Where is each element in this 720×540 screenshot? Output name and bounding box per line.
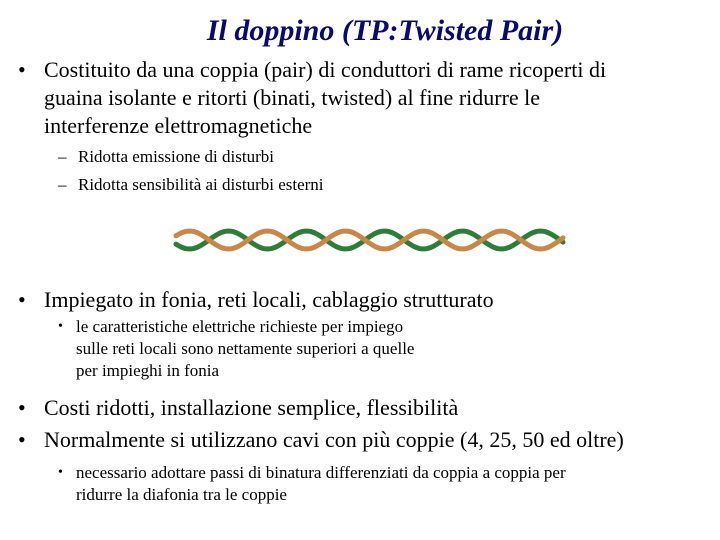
bullet-text: Normalmente si utilizzano cavi con più coppie (4, 25, 50 ed oltre)	[44, 427, 624, 452]
bullet-marker: •	[18, 287, 26, 312]
slide-title: Il doppino (TP:Twisted Pair)	[206, 14, 564, 47]
bullet-marker: •	[18, 57, 26, 82]
twisted-pair-image	[170, 218, 570, 262]
sub-bullet-text	[76, 316, 414, 382]
bullet-marker: •	[18, 395, 26, 420]
bullet-text: Costi ridotti, installazione semplice, flessibilità	[44, 395, 459, 420]
bullet-line: interferenze elettromagnetiche	[44, 113, 313, 138]
sub-bullet-text: Ridotta sensibilità ai disturbi esterni	[78, 175, 324, 194]
bullet-text: Impiegato in fonia, reti locali, cablaggio strutturato	[44, 287, 494, 312]
sub-bullet-marker: •	[58, 465, 63, 480]
sub-bullet-text	[76, 462, 566, 506]
sub-bullet-line: le caratteristiche elettriche richieste per impiego	[76, 317, 404, 336]
sub-bullet-marker: •	[58, 319, 63, 334]
sub-bullet-text: Ridotta emissione di disturbi	[78, 147, 274, 166]
sub-bullet-line: sulle reti locali sono nettamente superiori a quelle	[76, 339, 415, 358]
dash-marker: –	[58, 175, 67, 194]
bullet-line: guaina isolante e ritorti (binati, twisted) al fine ridurre le	[44, 85, 541, 110]
sub-bullet-line: ridurre la diafonia tra le coppie	[76, 485, 287, 504]
bullet-text	[44, 56, 606, 140]
dash-marker: –	[58, 147, 67, 166]
sub-bullet-line: per impieghi in fonia	[76, 361, 220, 380]
bullet-line: Costituito da una coppia (pair) di conduttori di rame ricoperti di	[44, 57, 607, 82]
sub-bullet-line: necessario adottare passi di binatura differenziati da coppia a coppia per	[76, 463, 566, 482]
bullet-marker: •	[18, 427, 26, 452]
